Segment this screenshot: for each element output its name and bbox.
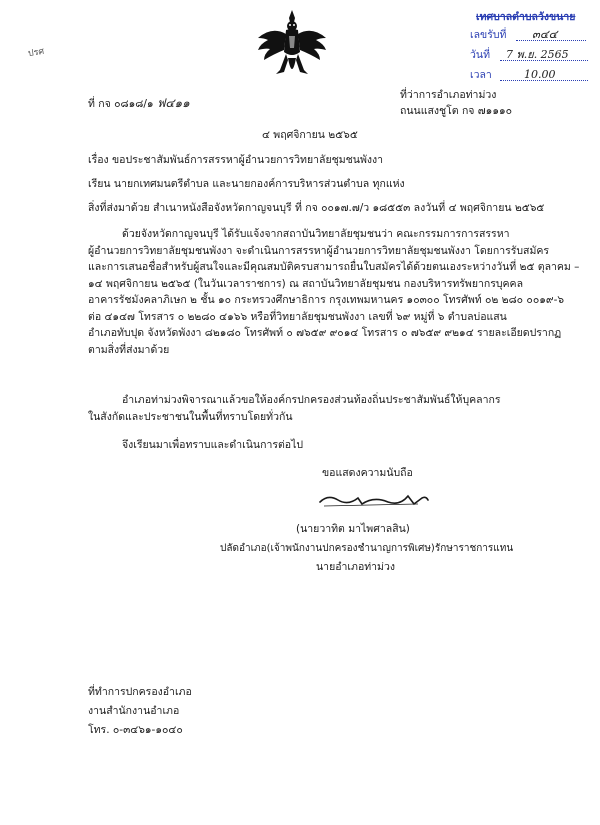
signer-position-acting: นายอำเภอท่าม่วง [316, 561, 396, 573]
stamp-date-value: 7 พ.ย. 2565 [506, 48, 569, 61]
body-paragraph-3 [88, 437, 550, 454]
margin-note: ปรศ [27, 46, 45, 60]
receiving-stamp [466, 8, 592, 98]
handwritten-signature [318, 488, 430, 512]
stamp-org: เทศบาลตำบลวังขนาย [476, 11, 576, 23]
stamp-rcv-label: เลขรับที่ [470, 29, 507, 41]
doc-number [88, 96, 190, 111]
office-name: ที่ว่าการอำเภอท่าม่วง [400, 89, 497, 101]
body-line: และการเสนอชื่อสำหรับผู้สนใจและมีคุณสมบัติครบสามารถยื่นใบสมัครได้ด้วยตนเองระหว่างวันที่ ๒๕ ตุลาคม – [88, 261, 580, 273]
garuda-emblem-icon [254, 8, 330, 82]
office-address: ถนนแสงชูโต กจ ๗๑๑๑๐ [400, 105, 513, 117]
stamp-time-label: เวลา [470, 69, 492, 81]
body-line: ตามสิ่งที่ส่งมาด้วย [88, 343, 170, 356]
body-line: ด้วยจังหวัดกาญจนบุรี ได้รับแจ้งจากสถาบันวิทยาลัยชุมชนว่า คณะกรรมการการสรรหา [122, 228, 510, 240]
body-line: ในสังกัดและประชาชนในพื้นที่ทราบโดยทั่วกัน [88, 410, 293, 423]
footer-phone: โทร. ๐-๓๔๖๑-๑๐๔๐ [88, 724, 183, 736]
doc-number-hand: ฟ๔๑๑ [156, 96, 190, 110]
body-line: ผู้อำนวยการวิทยาลัยชุมชนพังงา จะดำเนินการสรรหาผู้อำนวยการวิทยาลัยชุมชนพังงา โดยการรับสมัคร [88, 244, 550, 257]
enclosure: สิ่งที่ส่งมาด้วย สำเนาหนังสือจังหวัดกาญจนบุรี ที่ กจ ๐๐๑๗.๗/ว ๑๘๕๕๓ ลงวันที่ ๔ พฤศจิกายน ๒๕๖๕ [88, 202, 545, 214]
footer-section: งานสำนักงานอำเภอ [88, 705, 180, 717]
document-date: ๔ พฤศจิกายน ๒๕๖๕ [262, 129, 358, 141]
body-paragraph-1 [88, 226, 580, 358]
body-line: ๑๔ พฤศจิกายน ๒๕๖๕ (ในวันเวลาราชการ) ณ สถาบันวิทยาลัยชุมชน กองบริหารทรัพยากรบุคคล [88, 277, 524, 290]
subject: เรื่อง ขอประชาสัมพันธ์การสรรหาผู้อำนวยการวิทยาลัยชุมชนพังงา [88, 154, 384, 166]
body-line: ต่อ ๔๑๔๗ โทรสาร ๐ ๒๒๘๐ ๔๑๖๖ หรือที่วิทยาลัยชุมชนพังงา เลขที่ ๖๙ หมู่ที่ ๖ ตำบลบ่อแสน [88, 310, 507, 323]
signer-name: (นายวาทิต มาไพศาลสิน) [296, 523, 410, 535]
body-paragraph-2 [88, 392, 550, 425]
body-line: จึงเรียนมาเพื่อทราบและดำเนินการต่อไป [122, 439, 304, 451]
doc-number-prefix: ที่ กจ ๐๘๑๘/๑ [88, 98, 154, 110]
stamp-time-value: 10.00 [524, 68, 556, 81]
stamp-rcv-value: ๓๔๔ [532, 27, 558, 41]
stamp-date-label: วันที่ [470, 49, 490, 61]
body-line: อำเภอท่าม่วงพิจารณาแล้วขอให้องค์กรปกครองส่วนท้องถิ่นประชาสัมพันธ์ให้บุคลากร [122, 394, 501, 406]
signer-position: ปลัดอำเภอ(เจ้าพนักงานปกครองชำนาญการพิเศษ)รักษาราชการแทน [220, 543, 514, 554]
body-line: อำเภอทับปุด จังหวัดพังงา ๘๒๑๘๐ โทรศัพท์ ๐ ๗๖๕๙ ๙๐๑๔ โทรสาร ๐ ๗๖๕๙ ๙๒๑๔ รายละเอียดปรากฏ [88, 327, 562, 339]
body-line: อาคารรัชมังคลาภิเษก ๒ ชั้น ๑๐ กระทรวงศึกษาธิการ กรุงเทพมหานคร ๑๐๓๐๐ โทรศัพท์ ๐๒ ๒๘๐ ๐๐๑๙-๖ [88, 294, 565, 306]
closing: ขอแสดงความนับถือ [322, 467, 413, 479]
salutation: เรียน นายกเทศมนตรีตำบล และนายกองค์การบริหารส่วนตำบล ทุกแห่ง [88, 178, 405, 190]
footer-office: ที่ทำการปกครองอำเภอ [88, 686, 192, 698]
